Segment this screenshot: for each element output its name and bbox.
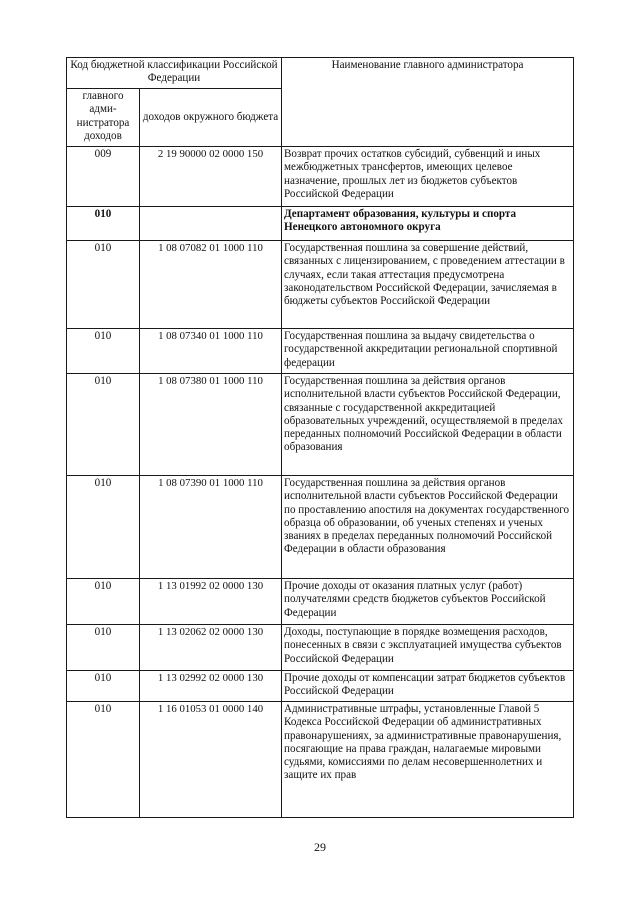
table-row [67,625,574,671]
table-row [67,476,574,579]
table-row [67,147,574,207]
header-income-code: доходов окружного бюджета [140,89,282,147]
admin-name: Государственная пошлина за действия органов исполнительной власти субъектов Российской Федерации по проставлению апостиля на документах государственного образца об образовании, об ученых степенях и ученых званиях в пределах переданных полномочий Российской Федерации в области образования [282,476,574,579]
table-row [67,329,574,374]
admin-name: Прочие доходы от оказания платных услуг (работ) получателями средств бюджетов субъектов Российской Федерации [282,579,574,625]
table-row [67,702,574,818]
table-row [67,671,574,702]
admin-name: Государственная пошлина за выдачу свидетельства о государственной аккредитации региональной спортивной федерации [282,329,574,374]
admin-code: 010 [67,476,140,579]
admin-name: Возврат прочих остатков субсидий, субвенций и иных межбюджетных трансфертов, имеющих целевое назначение, прошлых лет из бюджетов субъектов Российской Федерации [282,147,574,207]
header-main-admin: главного адми-нистратора доходов [67,89,140,147]
table-row [67,374,574,476]
admin-code: 010 [67,579,140,625]
income-code: 1 13 02992 02 0000 130 [140,671,282,702]
page-number: 29 [314,840,326,854]
income-code: 1 13 02062 02 0000 130 [140,625,282,671]
admin-name: Государственная пошлина за совершение действий, связанных с лицензированием, с проведением аттестации в случаях, если такая аттестация предусмотрена законодательством Российской Федерации, зачисляемая в бюджеты субъектов Российской Федерации [282,241,574,329]
table-header-row [67,58,574,89]
income-code: 1 08 07082 01 1000 110 [140,241,282,329]
admin-code: 010 [67,671,140,702]
income-code [140,207,282,241]
admin-name: Государственная пошлина за действия органов исполнительной власти субъектов Российской Федерации, связанные с государственной аккредитацией образовательных учреждений, осуществляемой в пределах переданных полномочий Российской Федерации в области образования [282,374,574,476]
income-code: 1 13 01992 02 0000 130 [140,579,282,625]
admin-name: Прочие доходы от компенсации затрат бюджетов субъектов Российской Федерации [282,671,574,702]
table-row [67,579,574,625]
income-code: 1 08 07380 01 1000 110 [140,374,282,476]
admin-code: 010 [67,241,140,329]
budget-classification-table [66,57,574,818]
income-code: 1 08 07390 01 1000 110 [140,476,282,579]
admin-code: 010 [67,702,140,818]
header-admin-name: Наименование главного администратора [282,58,574,147]
admin-code: 010 [67,329,140,374]
department-name: Департамент образования, культуры и спорта Ненецкого автономного округа [282,207,574,241]
admin-name: Доходы, поступающие в порядке возмещения расходов, понесенных в связи с эксплуатацией имущества субъектов Российской Федерации [282,625,574,671]
admin-code: 010 [67,374,140,476]
admin-code: 010 [67,207,140,241]
income-code: 1 16 01053 01 0000 140 [140,702,282,818]
income-code: 1 08 07340 01 1000 110 [140,329,282,374]
table-row-department [67,207,574,241]
admin-code: 009 [67,147,140,207]
income-code: 2 19 90000 02 0000 150 [140,147,282,207]
admin-code: 010 [67,625,140,671]
table-row [67,241,574,329]
admin-name: Административные штрафы, установленные Главой 5 Кодекса Российской Федерации об административных правонарушениях, за административные правонарушения, посягающие на права граждан, налагаемые мировыми судьями, комиссиями по делам несовершеннолетних и защите их прав [282,702,574,818]
header-group-title: Код бюджетной классификации Российской Федерации [67,58,282,89]
